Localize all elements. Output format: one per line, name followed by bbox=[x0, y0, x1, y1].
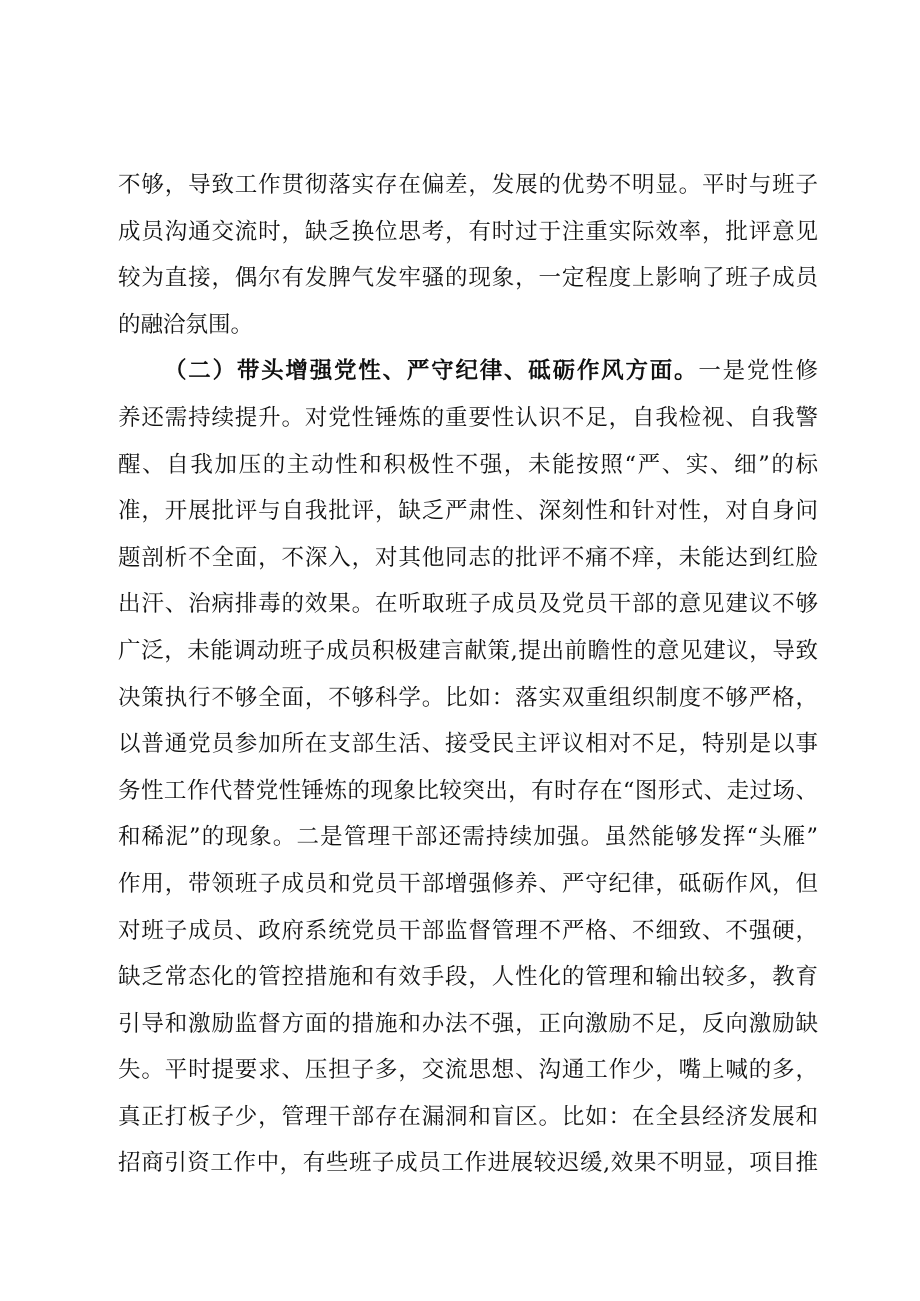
paragraph-2-line: 广泛，未能调动班子成员积极建言献策,提出前瞻性的意见建议，导致 bbox=[118, 637, 818, 664]
paragraph-2-line: 引导和激励监督方面的措施和办法不强，正向激励不足，反向激励缺 bbox=[118, 1010, 818, 1037]
paragraph-2-first-line bbox=[118, 348, 818, 395]
paragraph-2-line: 招商引资工作中，有些班子成员工作进展较迟缓,效果不明显，项目推 bbox=[118, 1150, 818, 1177]
paragraph-2-line: 务性工作代替党性锤炼的现象比较突出，有时存在“图形式、走过场、 bbox=[118, 777, 818, 804]
paragraph-1-line-2: 成员沟通交流时，缺乏换位思考，有时过于注重实际效率，批评意见 bbox=[118, 218, 818, 245]
section-heading: （二）带头增强党性、严守纪律、砥砺作风方面。 bbox=[164, 358, 699, 385]
paragraph-2-line: 准，开展批评与自我批评，缺乏严肃性、深刻性和针对性，对自身问 bbox=[118, 498, 818, 525]
paragraph-1-line-4: 的融洽氛围。 bbox=[118, 311, 254, 338]
paragraph-2-line: 和稀泥”的现象。二是管理干部还需持续加强。虽然能够发挥“头雁” bbox=[118, 824, 818, 851]
paragraph-2-line: 出汗、治病排毒的效果。在听取班子成员及党员干部的意见建议不够 bbox=[118, 591, 818, 618]
paragraph-2-line: 醒、自我加压的主动性和积极性不强，未能按照“严、实、细”的标 bbox=[118, 451, 818, 478]
paragraph-2-line: 养还需持续提升。对党性锤炼的重要性认识不足，自我检视、自我警 bbox=[118, 404, 818, 431]
paragraph-2-line: 失。平时提要求、压担子多，交流思想、沟通工作少，嘴上喊的多， bbox=[118, 1057, 818, 1084]
paragraph-2-line: 决策执行不够全面，不够科学。比如：落实双重组织制度不够严格， bbox=[118, 684, 818, 711]
paragraph-2-line: 以普通党员参加所在支部生活、接受民主评议相对不足，特别是以事 bbox=[118, 731, 818, 758]
paragraph-2-line: 题剖析不全面，不深入，对其他同志的批评不痛不痒，未能达到红脸 bbox=[118, 544, 818, 571]
paragraph-1-line-3: 较为直接，偶尔有发脾气发牢骚的现象，一定程度上影响了班子成员 bbox=[118, 265, 818, 292]
paragraph-2-first-line-rest: 一是党性修 bbox=[698, 358, 818, 385]
paragraph-1-line-1: 不够，导致工作贯彻落实存在偏差，发展的优势不明显。平时与班子 bbox=[118, 172, 818, 198]
paragraph-2-line: 缺乏常态化的管控措施和有效手段，人性化的管理和输出较多，教育 bbox=[118, 964, 818, 991]
body-text bbox=[118, 162, 818, 1187]
paragraph-2-line: 对班子成员、政府系统党员干部监督管理不严格、不细致、不强硬， bbox=[118, 917, 818, 944]
paragraph-2-line: 作用，带领班子成员和党员干部增强修养、严守纪律，砥砺作风，但 bbox=[118, 870, 818, 897]
paragraph-2-line: 真正打板子少，管理干部存在漏洞和盲区。比如：在全县经济发展和 bbox=[118, 1103, 818, 1130]
